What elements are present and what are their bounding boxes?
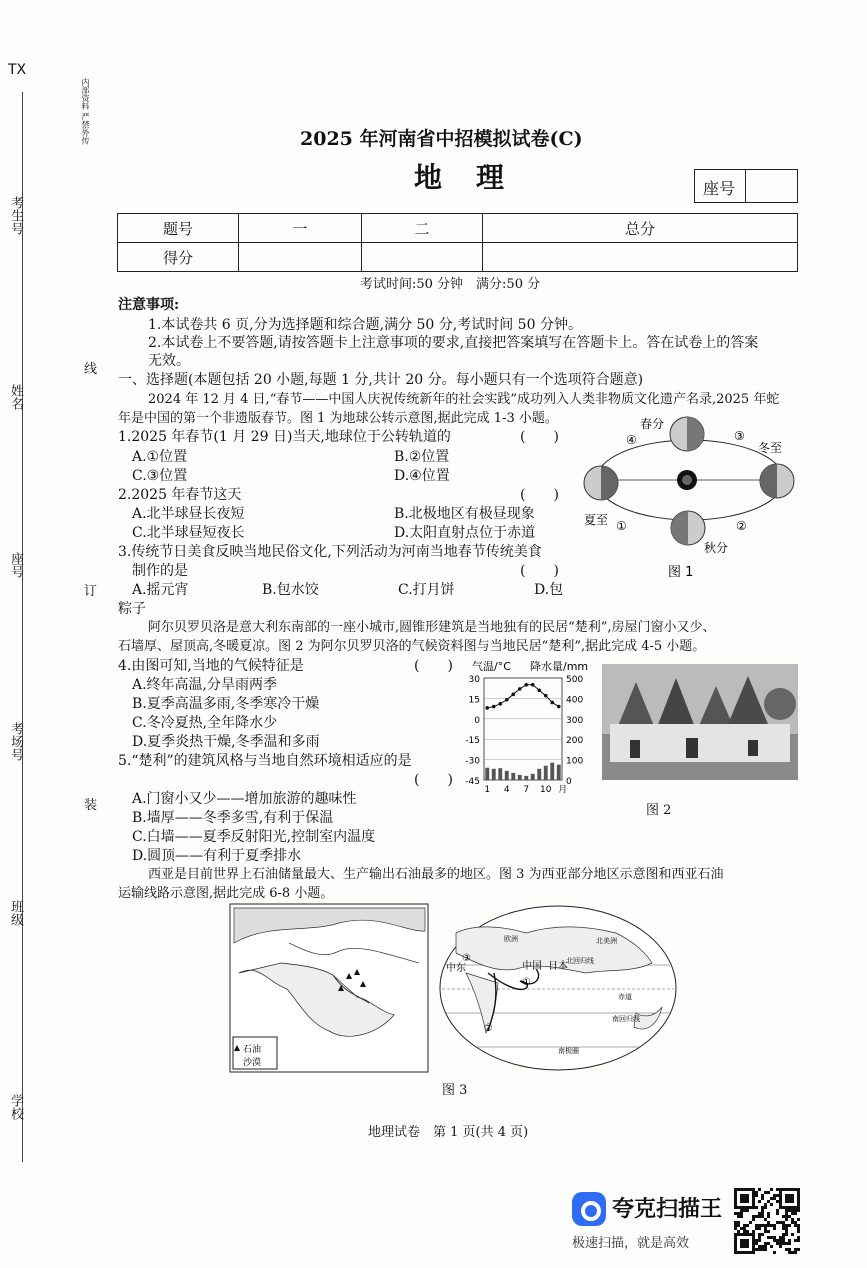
trulli-photo — [602, 664, 798, 780]
subject-title: 地理 — [414, 161, 539, 194]
precipitation-bar — [505, 771, 509, 780]
precipitation-bar — [550, 763, 554, 780]
precipitation-bar — [537, 769, 541, 780]
score-table — [117, 213, 798, 272]
q2-option-c[interactable]: C.北半球昼短夜长 — [132, 525, 245, 541]
q4-option-a[interactable]: A.终年高温,分旱雨两季 — [132, 677, 278, 693]
label-route-1: ① — [522, 977, 531, 988]
label-mideast: 中东 — [446, 963, 466, 974]
temp-tick-label: -45 — [465, 777, 480, 787]
label-tropic-north: 北回归线 — [566, 957, 594, 965]
label-position-1: ① — [616, 519, 627, 533]
precip-tick-label: 100 — [566, 756, 584, 767]
figure-3-caption: 图 3 — [442, 1083, 468, 1098]
temperature-point — [505, 698, 509, 702]
q3-option-b[interactable]: B.包水饺 — [262, 582, 319, 598]
label-china: 中国 — [522, 961, 542, 972]
temperature-point — [557, 705, 561, 709]
temperature-point — [537, 688, 541, 692]
room-label: 考场号 — [8, 722, 23, 761]
earth-summer-icon — [584, 466, 618, 500]
page-footer: 地理试卷 第 1 页(共 4 页) — [368, 1125, 529, 1140]
notice-item-1: 1.本试卷共 6 页,分为选择题和综合题,满分 50 分,考试时间 50 分钟。 — [148, 317, 582, 333]
legend-desert: 沙漠 — [243, 1058, 262, 1068]
figure-3-west-asia-map — [229, 903, 429, 1073]
label-route-3: ③ — [462, 953, 471, 964]
precip-tick-label: 300 — [566, 715, 584, 726]
earth-winter-icon — [760, 464, 794, 498]
section1-heading: 一、选择题(本题包括 20 小题,每题 1 分,共计 20 分。每小题只有一个选项符合题意) — [118, 372, 644, 388]
scanner-logo-inner — [581, 1201, 601, 1221]
temperature-point — [550, 701, 554, 705]
score-table-cell[interactable] — [239, 243, 362, 272]
month-tick-label: 4 — [503, 785, 510, 795]
label-position-3: ③ — [734, 429, 745, 443]
month-tick-label: 10 — [540, 785, 552, 795]
cut-line-zhuang: 装 — [84, 798, 98, 813]
month-tick-label: 1 — [484, 785, 491, 795]
earth-spring-icon — [670, 417, 704, 451]
precip-axis-label: 降水量/mm — [530, 660, 589, 673]
exam-no-label: 考生号 — [8, 196, 23, 235]
cut-line-ding: 订 — [84, 584, 98, 599]
q3-stem: 3.传统节日美食反映当地民俗文化,下列活动为河南当地春节传统美食 — [118, 544, 542, 560]
q1-option-c[interactable]: C.③位置 — [132, 468, 188, 484]
notice-item-2b: 无效。 — [148, 353, 190, 369]
score-table-cell: 一 — [239, 214, 362, 243]
q1-option-d[interactable]: D.④位置 — [394, 468, 450, 484]
section1-intro-1: 2024 年 12 月 4 日,“春节——中国人庆祝传统新年的社会实践”成功列入人类非物质文化遗产名录,2025 年蛇 — [148, 392, 780, 407]
scanner-slogan: 极速扫描，就是高效 — [572, 1236, 690, 1251]
q4-answer-paren[interactable]: ( ) — [414, 658, 453, 674]
notice-item-2: 2.本试卷上不要答题,请按答题卡上注意事项的要求,直接把答案填写在答题卡上。答在试卷上的答案 — [148, 335, 759, 351]
temperature-point — [544, 694, 548, 698]
q1-stem: 1.2025 年春节(1 月 29 日)当天,地球位于公转轨道的 — [118, 429, 451, 445]
q3-option-a[interactable]: A.摇元宵 — [132, 582, 189, 598]
q2-stem: 2.2025 年春节这天 — [118, 487, 242, 503]
precipitation-bar — [557, 765, 561, 780]
q2-answer-paren[interactable]: ( ) — [520, 487, 559, 503]
precipitation-bar — [518, 775, 522, 780]
temp-tick-label: 0 — [474, 715, 480, 726]
q2-option-b[interactable]: B.北极地区有极昼现象 — [394, 506, 535, 522]
temp-tick-label: -15 — [465, 736, 480, 747]
seat-side-label: 座号 — [8, 552, 23, 578]
figure-3-oil-route-map — [436, 903, 680, 1073]
q4-option-c[interactable]: C.冬冷夏热,全年降水少 — [132, 715, 278, 731]
precip-tick-label: 400 — [566, 695, 584, 706]
temp-tick-label: 30 — [468, 675, 480, 685]
temp-axis-label: 气温/°C — [472, 660, 511, 673]
label-spring: 春分 — [640, 417, 665, 431]
confidential-note: 内部资料 严禁外传 — [81, 78, 90, 145]
q3-option-d[interactable]: D.包 — [534, 582, 564, 598]
legend-oil: 石油 — [243, 1045, 262, 1055]
precipitation-bar — [531, 774, 535, 780]
temperature-line — [487, 685, 559, 708]
q1-answer-paren[interactable]: ( ) — [520, 429, 559, 445]
q3-option-c[interactable]: C.打月饼 — [398, 582, 455, 598]
label-summer: 夏至 — [584, 513, 609, 527]
q4-stem: 4.由图可知,当地的气候特征是 — [118, 658, 304, 674]
q3-stem-2: 制作的是 — [132, 563, 188, 579]
q1-option-b[interactable]: B.②位置 — [394, 449, 450, 465]
precip-tick-label: 200 — [566, 736, 584, 747]
label-position-4: ④ — [626, 433, 637, 447]
temperature-point — [518, 687, 522, 691]
q5-stem: 5.“楚利”的建筑风格与当地自然环境相适应的是 — [118, 753, 412, 769]
q4-option-b[interactable]: B.夏季高温多雨,冬季寒冷干燥 — [132, 696, 320, 712]
precipitation-bar — [485, 768, 489, 780]
score-table-cell: 二 — [362, 214, 483, 243]
label-autumn: 秋分 — [704, 541, 729, 555]
scanner-brand: 夸克扫描王 — [612, 1197, 723, 1222]
temperature-point — [531, 683, 535, 687]
label-antarctic-circle: 南极圈 — [558, 1047, 579, 1055]
temp-tick-label: -30 — [465, 756, 480, 767]
month-tick-label: 月 — [558, 785, 568, 795]
precip-tick-label: 0 — [566, 777, 572, 787]
temperature-point — [492, 705, 496, 709]
q1-option-a[interactable]: A.①位置 — [132, 449, 188, 465]
figure-2-climate-chart — [446, 656, 596, 798]
seat-number-label: 座号 — [703, 179, 736, 198]
corner-mark: TX — [8, 62, 27, 78]
label-equator: 赤道 — [618, 993, 632, 1001]
month-tick-label: 7 — [523, 785, 530, 795]
precipitation-bar — [498, 768, 502, 780]
passage2-line-1: 阿尔贝罗贝洛是意大利东南部的一座小城市,圆锥形建筑是当地独有的民居“楚利”,房屋门窗小又少、 — [148, 620, 716, 635]
q5-option-a[interactable]: A.门窗小又少——增加旅游的趣味性 — [132, 791, 357, 807]
label-position-2: ② — [736, 519, 747, 533]
cut-line-xian: 线 — [84, 362, 98, 377]
figure-1-caption: 图 1 — [668, 565, 694, 580]
precipitation-bar — [492, 769, 496, 780]
precipitation-bar — [544, 766, 548, 780]
q4-option-d[interactable]: D.夏季炎热干燥,冬季温和多雨 — [132, 734, 320, 750]
passage3-line-1: 西亚是目前世界上石油储量最大、生产输出石油最多的地区。图 3 为西亚部分地区示意图和西亚石油 — [148, 867, 724, 882]
qr-code — [734, 1188, 800, 1254]
page-title: 2025 年河南省中招模拟试卷(C) — [300, 128, 583, 150]
name-label: 姓名 — [8, 384, 23, 410]
label-winter: 冬至 — [758, 441, 783, 455]
score-table-cell[interactable] — [362, 243, 483, 272]
temperature-point — [524, 683, 528, 687]
temperature-point — [498, 702, 502, 706]
temp-tick-label: 15 — [468, 695, 480, 706]
passage3-line-2: 运输线路示意图,据此完成 6-8 小题。 — [118, 886, 334, 901]
q5-option-d[interactable]: D.圆顶——有利于夏季排水 — [132, 848, 302, 864]
temperature-point — [511, 693, 515, 697]
q2-option-d[interactable]: D.太阳直射点位于赤道 — [394, 525, 536, 541]
section1-intro-2: 年是中国的第一个非遗版春节。图 1 为地球公转示意图,据此完成 1-3 小题。 — [118, 411, 558, 426]
temperature-point — [485, 706, 489, 710]
class-label: 班级 — [8, 900, 23, 926]
q5-option-b[interactable]: B.墙厚——冬季多雪,有利于保温 — [132, 810, 334, 826]
notice-heading: 注意事项: — [118, 297, 180, 313]
plot-frame — [484, 678, 562, 780]
school-label: 学校 — [8, 1094, 23, 1120]
precip-tick-label: 500 — [566, 675, 584, 685]
label-tropic-south: 南回归线 — [612, 1015, 640, 1023]
precipitation-bar — [511, 773, 515, 780]
earth-autumn-icon — [671, 511, 705, 545]
q2-option-a[interactable]: A.北半球昼长夜短 — [132, 506, 245, 522]
label-north-america: 北美洲 — [596, 937, 617, 945]
q3-answer-paren[interactable]: ( ) — [520, 563, 559, 579]
label-europe: 欧洲 — [504, 935, 518, 943]
score-table-cell: 得分 — [118, 243, 239, 272]
seat-number-box[interactable] — [694, 169, 798, 203]
q3-option-d-cont: 粽子 — [118, 601, 146, 617]
figure-2-caption: 图 2 — [646, 803, 672, 818]
binding-line — [22, 92, 23, 1162]
q5-answer-paren[interactable]: ( ) — [414, 772, 453, 788]
q5-option-c[interactable]: C.白墙——夏季反射阳光,控制室内温度 — [132, 829, 376, 845]
label-route-2: ② — [484, 1023, 493, 1034]
exam-info: 考试时间:50 分钟 满分:50 分 — [360, 277, 541, 292]
score-table-cell: 总分 — [483, 214, 798, 243]
score-table-cell: 题号 — [118, 214, 239, 243]
score-table-cell[interactable] — [483, 243, 798, 272]
passage2-line-2: 石墙厚、屋顶高,冬暖夏凉。图 2 为阿尔贝罗贝洛的气候资料图与当地民居“楚利”,据此完成 4-5 小题。 — [118, 639, 706, 654]
precipitation-bar — [524, 776, 528, 780]
label-japan: 日本 — [548, 961, 568, 972]
figure-1-orbit-diagram — [572, 412, 808, 588]
